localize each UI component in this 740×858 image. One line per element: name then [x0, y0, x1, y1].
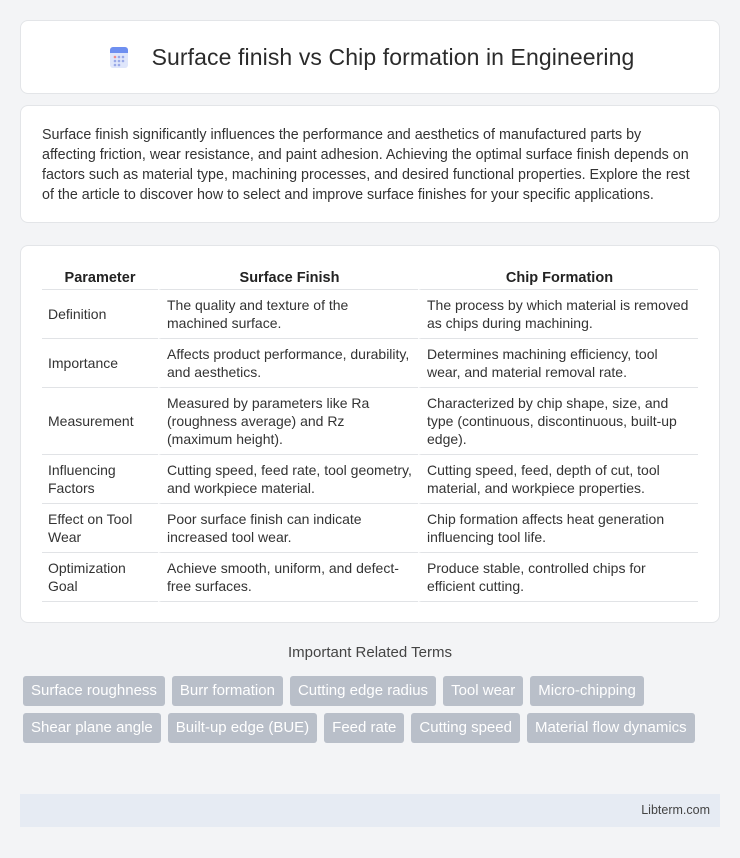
related-term-tag[interactable]: Micro-chipping — [530, 676, 644, 706]
related-term-tag[interactable]: Cutting speed — [411, 713, 520, 743]
intro-card — [20, 105, 720, 223]
table-row — [42, 290, 698, 339]
row-parameter: Influencing Factors — [42, 455, 158, 504]
related-term-tag[interactable]: Material flow dynamics — [527, 713, 695, 743]
header-card — [20, 20, 720, 94]
column-header-parameter: Parameter — [42, 268, 158, 290]
related-term-tag[interactable]: Surface roughness — [23, 676, 165, 706]
row-parameter: Optimization Goal — [42, 553, 158, 602]
row-surface-finish: The quality and texture of the machined surface. — [158, 290, 418, 339]
row-surface-finish: Poor surface finish can indicate increased tool wear. — [158, 504, 418, 553]
row-chip-formation: Produce stable, controlled chips for efficient cutting. — [418, 553, 698, 602]
table-row — [42, 455, 698, 504]
title-wrap — [106, 44, 635, 71]
row-chip-formation: Determines machining efficiency, tool wear, and material removal rate. — [418, 339, 698, 388]
comparison-table — [42, 268, 698, 602]
related-terms-list — [23, 676, 723, 743]
intro-text: Surface finish significantly influences the performance and aesthetics of manufactured parts by affecting friction, wear resistance, and paint adhesion. Achieving the optimal surface finish depends on factors such as material type, machining processes, and desired functional properties. Explore the rest of the article to discover how to select and improve surface finishes for your specific applications. — [42, 127, 690, 203]
row-surface-finish: Affects product performance, durability, and aesthetics. — [158, 339, 418, 388]
related-term-tag[interactable]: Feed rate — [324, 713, 404, 743]
related-term-tag[interactable]: Cutting edge radius — [290, 676, 436, 706]
table-row — [42, 553, 698, 602]
row-parameter: Importance — [42, 339, 158, 388]
row-chip-formation: Chip formation affects heat generation influencing tool life. — [418, 504, 698, 553]
row-chip-formation: The process by which material is removed as chips during machining. — [418, 290, 698, 339]
related-term-tag[interactable]: Shear plane angle — [23, 713, 161, 743]
page-title: Surface finish vs Chip formation in Engineering — [151, 43, 635, 70]
related-term-tag[interactable]: Burr formation — [172, 676, 283, 706]
table-row — [42, 339, 698, 388]
table-row — [42, 504, 698, 553]
row-parameter: Measurement — [42, 388, 158, 455]
related-term-tag[interactable]: Built-up edge (BUE) — [168, 713, 317, 743]
table-row — [42, 388, 698, 455]
row-surface-finish: Cutting speed, feed rate, tool geometry, and workpiece material. — [158, 455, 418, 504]
row-surface-finish: Measured by parameters like Ra (roughness average) and Rz (maximum height). — [158, 388, 418, 455]
row-chip-formation: Characterized by chip shape, size, and type (continuous, discontinuous, built-up edge). — [418, 388, 698, 455]
column-header-chip-formation: Chip Formation — [418, 268, 698, 290]
row-parameter: Effect on Tool Wear — [42, 504, 158, 553]
related-term-tag[interactable]: Tool wear — [443, 676, 523, 706]
row-surface-finish: Achieve smooth, uniform, and defect-free surfaces. — [158, 553, 418, 602]
footer — [20, 794, 720, 827]
row-parameter: Definition — [42, 290, 158, 339]
comparison-table-card — [20, 245, 720, 623]
document-icon — [106, 44, 132, 70]
table-header-row — [42, 268, 698, 290]
row-chip-formation: Cutting speed, feed, depth of cut, tool material, and workpiece properties. — [418, 455, 698, 504]
column-header-surface-finish: Surface Finish — [158, 268, 418, 290]
footer-site-link[interactable]: Libterm.com — [641, 803, 710, 817]
related-terms-title: Important Related Terms — [288, 644, 452, 661]
